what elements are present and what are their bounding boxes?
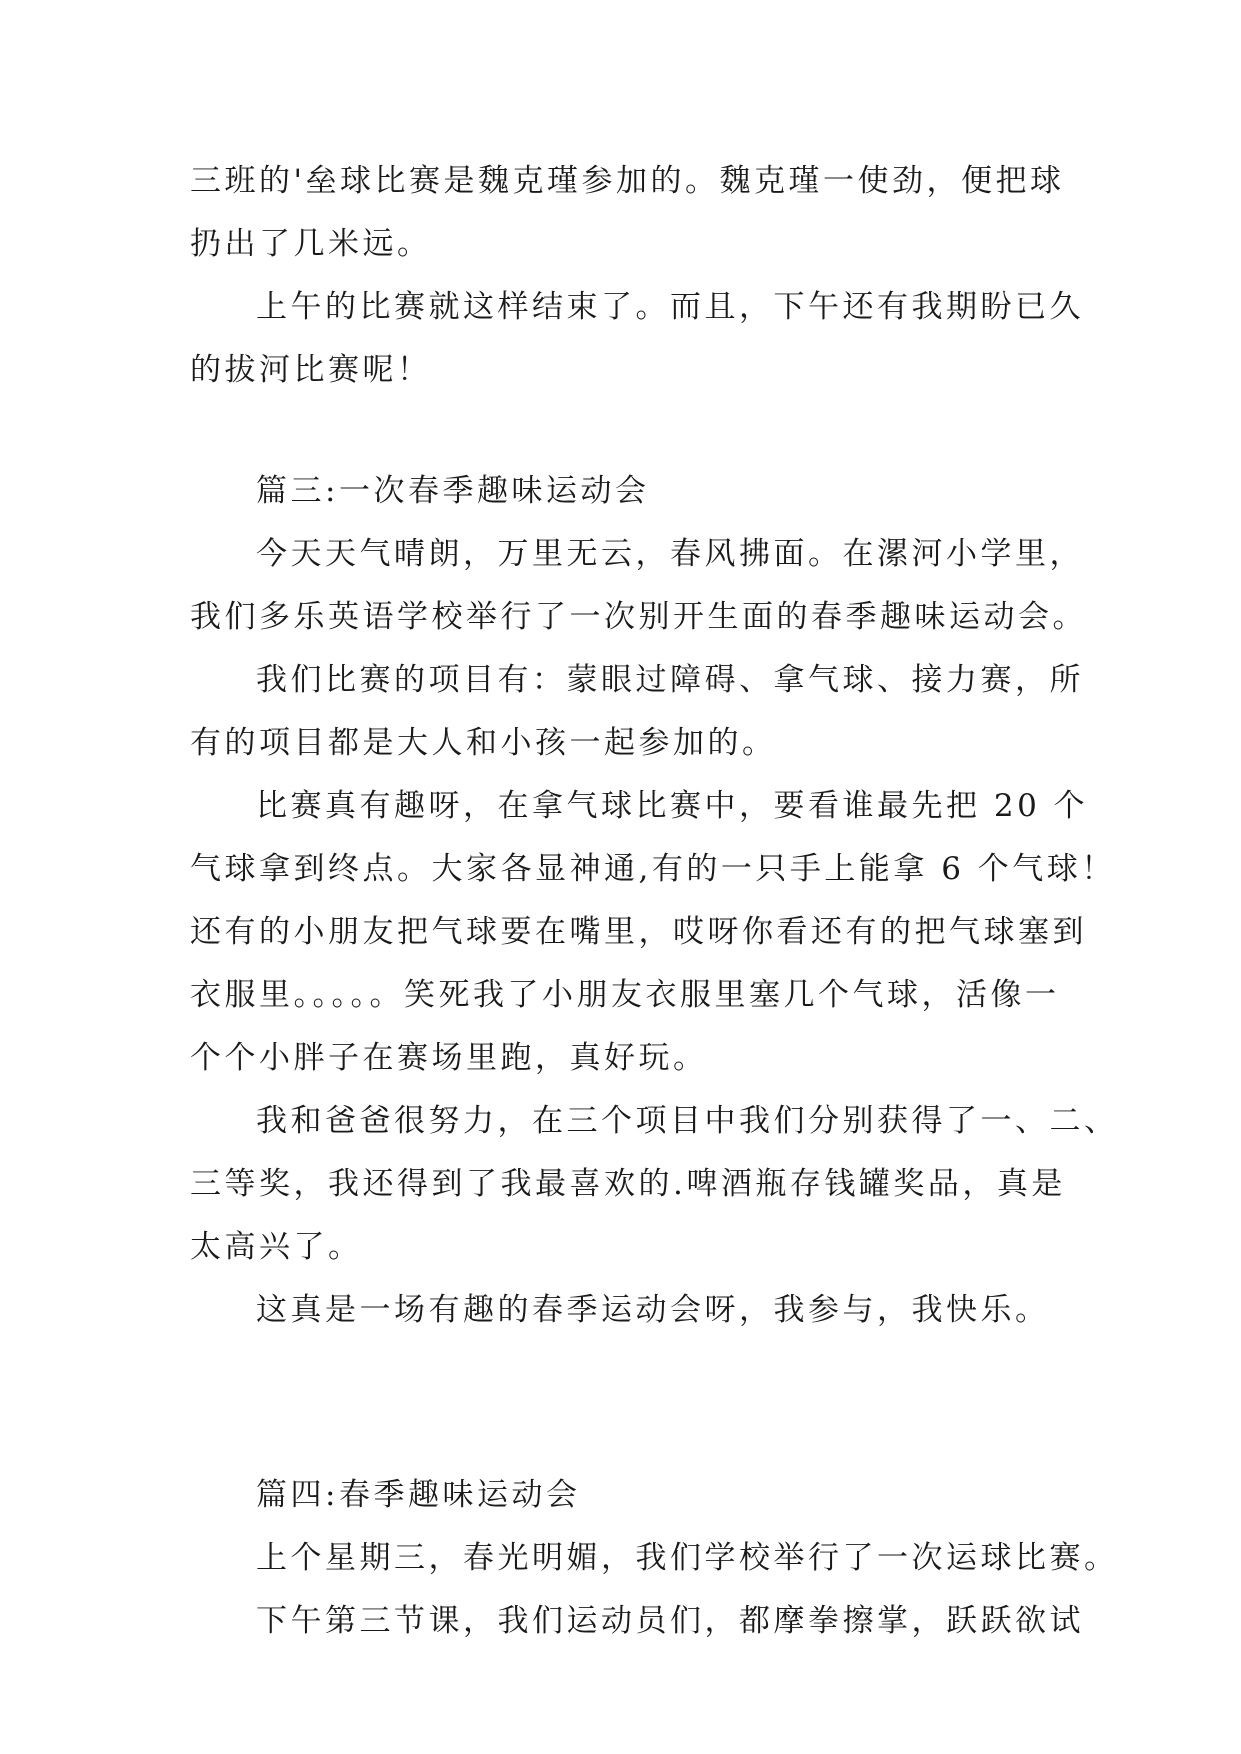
section-heading: 篇三:一次春季趣味运动会: [256, 473, 650, 509]
paragraph-line: 我们比赛的项目有：蒙眼过障碍、拿气球、接力赛，所: [256, 662, 1084, 698]
paragraph-line: 我们多乐英语学校举行了一次别开生面的春季趣味运动会。: [190, 599, 1087, 635]
paragraph-line: 三班的'垒球比赛是魏克瑾参加的。魏克瑾一使劲，便把球: [190, 163, 1065, 199]
paragraph-line: 的拔河比赛呢！: [190, 352, 432, 388]
paragraph-line: 下午第三节课，我们运动员们，都摩拳擦掌，跃跃欲试: [256, 1603, 1084, 1639]
paragraph-line: 上午的比赛就这样结束了。而且，下午还有我期盼已久: [256, 289, 1084, 325]
paragraph-line: 太高兴了。: [190, 1229, 363, 1265]
paragraph-line: 比赛真有趣呀，在拿气球比赛中，要看谁最先把 20 个: [256, 788, 1089, 824]
section-heading: 篇四:春季趣味运动会: [256, 1477, 581, 1513]
paragraph-line: 上个星期三，春光明媚，我们学校举行了一次运球比赛。: [256, 1540, 1119, 1576]
document-page: [190, 150, 1119, 1653]
paragraph-line: 今天天气晴朗，万里无云，春风拂面。在漯河小学里，: [256, 536, 1084, 572]
paragraph-line: 还有的小朋友把气球要在嘴里，哎呀你看还有的把气球塞到: [190, 914, 1087, 950]
paragraph-line: 扔出了几米远。: [190, 226, 432, 262]
paragraph-line: 我和爸爸很努力，在三个项目中我们分别获得了一、二、: [256, 1103, 1119, 1139]
paragraph-line: 有的项目都是大人和小孩一起参加的。: [190, 725, 777, 761]
paragraph-line: 衣服里。。。。。笑死我了小朋友衣服里塞几个气球，活像一: [190, 977, 1060, 1013]
paragraph-line: 气球拿到终点。大家各显神通,有的一只手上能拿 6 个气球！: [190, 851, 1116, 887]
paragraph-line: 这真是一场有趣的春季运动会呀，我参与，我快乐。: [256, 1292, 1050, 1328]
paragraph-line: 三等奖，我还得到了我最喜欢的.啤酒瓶存钱罐奖品，真是: [190, 1166, 1066, 1202]
paragraph-line: 个个小胖子在赛场里跑，真好玩。: [190, 1040, 708, 1076]
